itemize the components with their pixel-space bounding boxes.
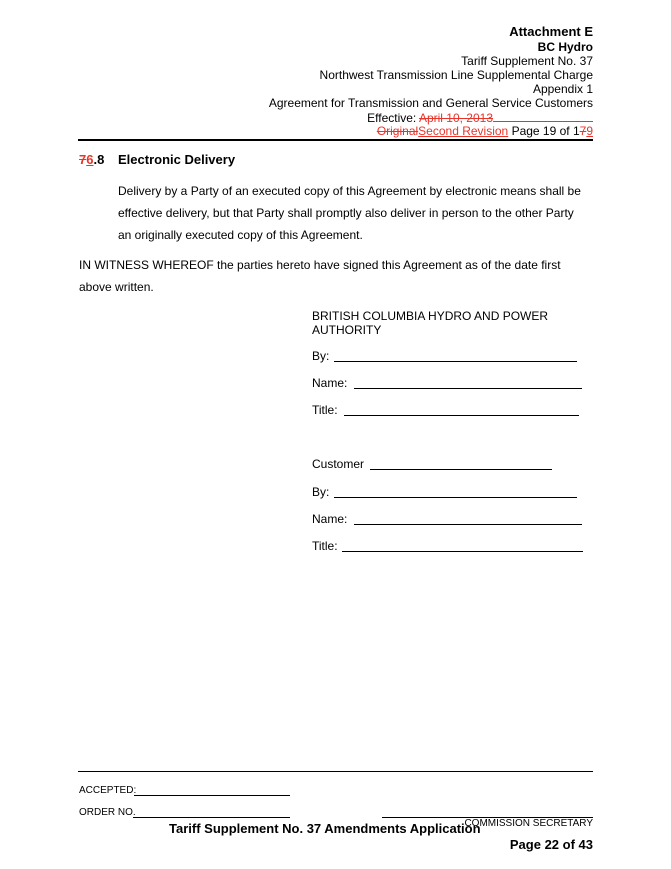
application-title: Tariff Supplement No. 37 Amendments Application (169, 821, 481, 836)
section-number-inserted: 6 (86, 152, 94, 167)
footer-rule (78, 771, 593, 772)
header-rule (78, 139, 593, 141)
paragraph-line: effective delivery, but that Party shall promptly also deliver in person to the other Party (118, 206, 574, 220)
by-signature-line[interactable] (334, 361, 577, 362)
effective-label: Effective: (367, 111, 419, 125)
customer-signature-line[interactable] (370, 469, 552, 470)
paragraph-line: an originally executed copy of this Agreement. (118, 228, 363, 242)
attachment-label: Attachment E (509, 24, 593, 39)
page-total-deleted: 7 (579, 124, 587, 138)
revision-line (377, 124, 593, 138)
revision-inserted: Second Revision (418, 124, 509, 138)
charge-title: Northwest Transmission Line Supplemental Charge (319, 68, 593, 82)
section-number-deleted: 7 (79, 152, 87, 167)
by-label: By: (312, 349, 330, 363)
accepted-line[interactable] (134, 795, 290, 796)
order-no-label: ORDER NO. (79, 807, 136, 818)
order-no-line[interactable] (133, 817, 290, 818)
page-total-inserted: 9 (586, 124, 593, 138)
title-customer-signature-line[interactable] (342, 551, 583, 552)
revision-deleted: Original (376, 124, 419, 138)
party-name-line: AUTHORITY (312, 323, 382, 337)
name-label-customer: Name: (312, 512, 348, 526)
paragraph-line: Delivery by a Party of an executed copy of this Agreement by electronic means shall be (118, 184, 581, 198)
effective-line (367, 110, 593, 125)
bc-hydro-party-name (312, 309, 548, 337)
company-name: BC Hydro (537, 40, 593, 54)
by-customer-signature-line[interactable] (334, 497, 577, 498)
page-count-prefix: Page 19 of 1 (508, 124, 580, 138)
appendix-label: Appendix 1 (532, 82, 593, 96)
witness-paragraph (79, 254, 594, 298)
section-heading (79, 152, 104, 168)
name-customer-signature-line[interactable] (354, 524, 582, 525)
witness-line: IN WITNESS WHEREOF the parties hereto have signed this Agreement as of the date first (79, 258, 561, 272)
name-label: Name: (312, 376, 348, 390)
section-number-suffix: .8 (93, 152, 105, 167)
title-label-customer: Title: (312, 539, 338, 553)
effective-date-deleted: April 10, 2013 (418, 111, 493, 125)
name-signature-line[interactable] (354, 388, 582, 389)
section-title: Electronic Delivery (118, 152, 236, 167)
title-signature-line[interactable] (344, 415, 579, 416)
effective-date-blank (493, 110, 593, 122)
witness-line: above written. (79, 280, 154, 294)
tariff-supplement: Tariff Supplement No. 37 (461, 54, 593, 68)
customer-label: Customer (312, 457, 365, 471)
party-name-line: BRITISH COLUMBIA HYDRO AND POWER (312, 309, 549, 323)
by-label-customer: By: (312, 485, 330, 499)
accepted-label: ACCEPTED: (79, 785, 137, 796)
footer-page-number: Page 22 of 43 (509, 837, 593, 852)
title-label: Title: (312, 403, 338, 417)
commission-secretary-label: COMMISSION SECRETARY (464, 818, 593, 829)
delivery-paragraph (118, 180, 598, 246)
agreement-title: Agreement for Transmission and General Service Customers (268, 96, 593, 110)
